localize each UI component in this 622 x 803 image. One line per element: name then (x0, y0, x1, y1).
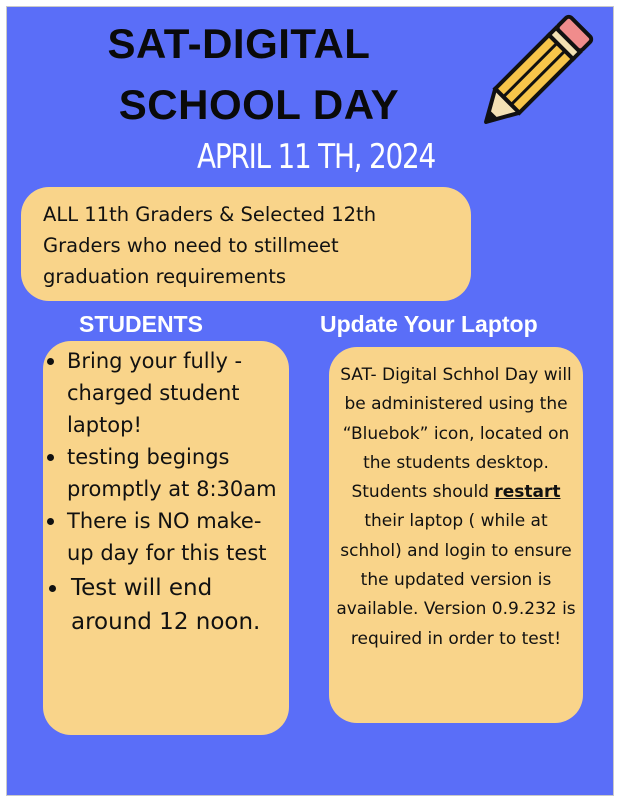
students-heading: STUDENTS (79, 311, 203, 337)
list-item-text: There is NO make-up day for this test (67, 509, 267, 565)
bullet-icon (47, 358, 54, 365)
title-line-2: SCHOOL DAY (118, 81, 400, 128)
flyer-page (6, 6, 614, 796)
list-item (43, 345, 281, 441)
bullet-icon (49, 585, 56, 592)
list-item (43, 571, 281, 639)
bullet-icon (47, 454, 54, 461)
eligibility-note: ALL 11th Graders & Selected 12th Graders who need to stillmeet graduation requirements (21, 187, 471, 301)
title-line-1: SAT-DIGITAL (107, 20, 371, 67)
laptop-heading: Update Your Laptop (320, 311, 538, 337)
laptop-panel (329, 347, 583, 723)
restart-emphasis: restart (494, 482, 561, 503)
list-item-text: Test will end around 12 noon. (71, 575, 261, 635)
list-item-text: testing begings promptly at 8:30am (67, 445, 277, 501)
list-item-text: Bring your fully - charged student laptop! (67, 349, 243, 437)
students-panel (43, 341, 289, 735)
list-item (43, 505, 281, 569)
students-list (43, 345, 281, 639)
laptop-text-start: SAT- Digital Schhol Day will be administered using the “Bluebok” icon, located on the students desktop. Students should (340, 365, 572, 503)
laptop-text-end: their laptop ( while at schhol) and login to ensure the updated version is available. Version 0.9.232 is required in order to test! (336, 511, 576, 649)
event-date: APRIL 11 TH, 2024 (197, 137, 435, 177)
bullet-icon (47, 518, 54, 525)
list-item (43, 441, 281, 505)
pencil-icon (469, 13, 595, 139)
